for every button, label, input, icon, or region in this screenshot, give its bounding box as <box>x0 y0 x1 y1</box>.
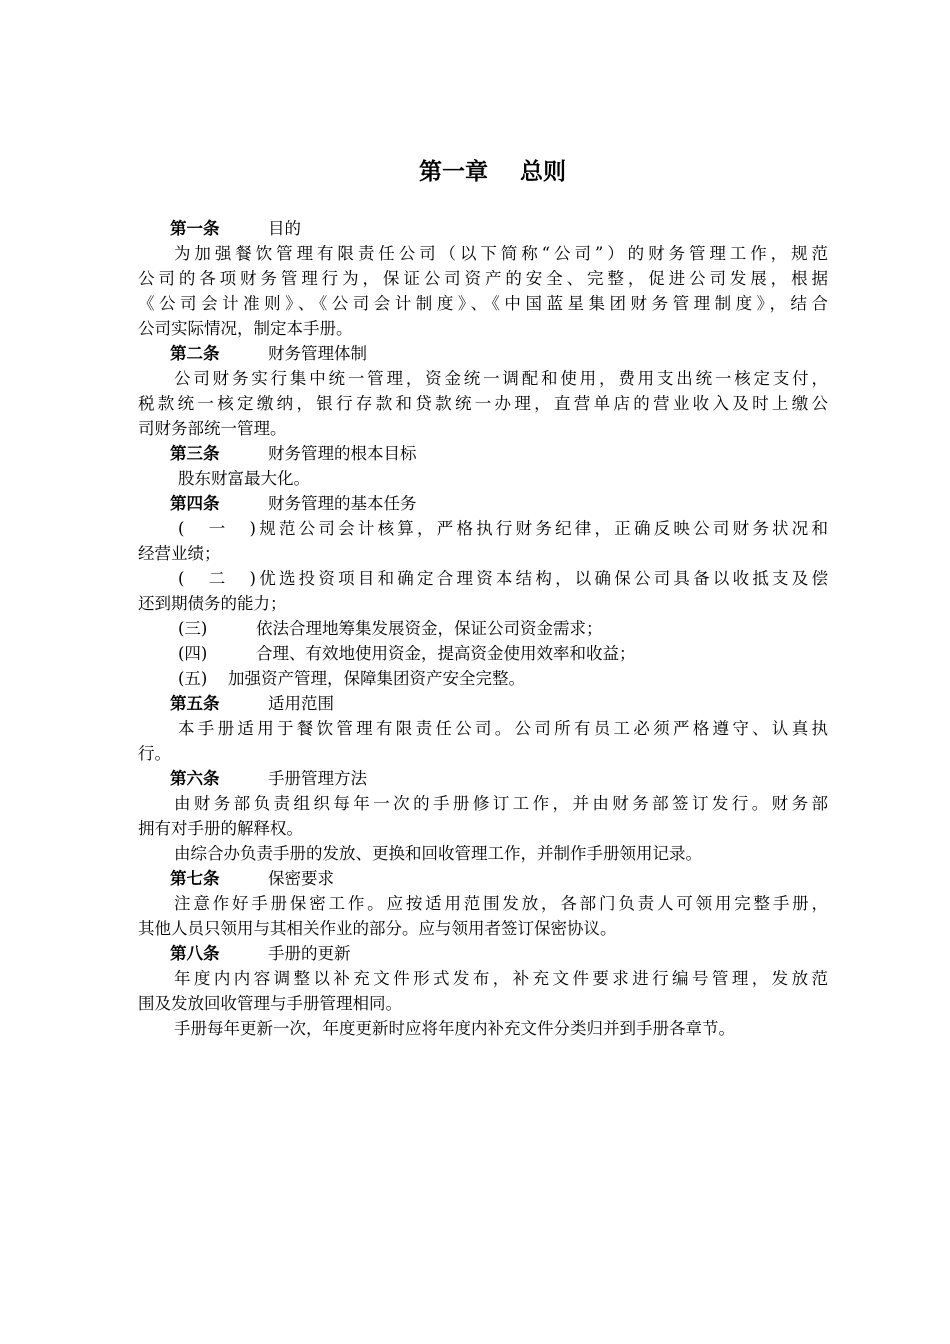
article-heading <box>138 691 828 716</box>
paragraph-line: 行。 <box>138 744 171 763</box>
list-item-text: 依法合理地筹集发展资金，保证公司资金需求； <box>256 619 603 638</box>
article-label: 第一条 <box>170 219 220 238</box>
list-item-number: (一) <box>178 519 256 538</box>
list-item-number: (四) <box>178 644 208 663</box>
article-heading <box>138 766 828 791</box>
paragraph-line: 注意作好手册保密工作。应按适用范围发放，各部门负责人可领用完整手册， <box>174 894 828 913</box>
list-item <box>138 666 828 691</box>
article-heading <box>138 941 828 966</box>
paragraph-line: 公司实际情况，制定本手册。 <box>138 319 353 338</box>
article-heading-text: 财务管理的根本目标 <box>268 444 417 463</box>
paragraph-line: 拥有对手册的解释权。 <box>138 819 303 838</box>
paragraph-line: 手册每年更新一次，年度更新时应将年度内补充文件分类归并到手册各章节。 <box>174 1019 735 1038</box>
paragraph-line: 由财务部负责组织每年一次的手册修订工作，并由财务部签订发行。财务部 <box>174 794 828 813</box>
article-label: 第七条 <box>170 869 220 888</box>
list-item-text: 规范公司会计核算，严格执行财务纪律，正确反映公司财务状况和 <box>256 519 828 538</box>
article-heading <box>138 491 828 516</box>
list-item <box>138 566 828 591</box>
list-item-number: (三) <box>178 619 208 638</box>
article-heading-text: 适用范围 <box>268 694 334 713</box>
article-heading-text: 手册管理方法 <box>268 769 367 788</box>
list-item <box>138 616 828 641</box>
article-heading <box>138 341 828 366</box>
list-item-text: 合理、有效地使用资金，提高资金使用效率和收益； <box>256 644 636 663</box>
paragraph-line: 年度内内容调整以补充文件形式发布，补充文件要求进行编号管理，发放范 <box>174 969 828 988</box>
article-heading <box>138 216 828 241</box>
paragraph-line: 由综合办负责手册的发放、更换和回收管理工作，并制作手册领用记录。 <box>174 844 702 863</box>
list-item-continuation: 还到期债务的能力； <box>138 594 287 613</box>
paragraph-line: 公司的各项财务管理行为，保证公司资产的安全、完整，促进公司发展，根据 <box>138 269 828 288</box>
paragraph-line: 税款统一核定缴纳，银行存款和贷款统一办理，直营单店的营业收入及时上缴公 <box>138 394 828 413</box>
chapter-title: 第一章 总则 <box>418 159 567 185</box>
paragraph-line: 本手册适用于餐饮管理有限责任公司。公司所有员工必须严格遵守、认真执 <box>178 719 828 738</box>
article-heading-text: 财务管理的基本任务 <box>268 494 417 513</box>
article-heading <box>138 441 828 466</box>
list-item-number: (五) <box>178 669 208 688</box>
article-label: 第四条 <box>170 494 220 513</box>
paragraph-line: 司财务部统一管理。 <box>138 419 287 438</box>
article-label: 第三条 <box>170 444 220 463</box>
article-label: 第二条 <box>170 344 220 363</box>
document-body <box>138 216 828 1041</box>
article-label: 第六条 <box>170 769 220 788</box>
article-heading-text: 目的 <box>268 219 301 238</box>
list-item-text: 加强资产管理，保障集团资产安全完整。 <box>228 669 525 688</box>
list-item-number: (二) <box>178 569 256 588</box>
list-item <box>138 516 828 541</box>
paragraph-line: 公司财务实行集中统一管理，资金统一调配和使用，费用支出统一核定支付， <box>174 369 828 388</box>
article-heading-text: 保密要求 <box>268 869 334 888</box>
paragraph-line: 股东财富最大化。 <box>178 469 310 488</box>
article-heading <box>138 866 828 891</box>
paragraph-line: 其他人员只领用与其相关作业的部分。应与领用者签订保密协议。 <box>138 919 617 938</box>
paragraph-line: 围及发放回收管理与手册管理相同。 <box>138 994 402 1013</box>
paragraph-line: 为加强餐饮管理有限责任公司（以下简称“公司”）的财务管理工作，规范 <box>174 244 828 263</box>
article-heading-text: 手册的更新 <box>268 944 351 963</box>
paragraph-line: 《公司会计准则》、《公司会计制度》、《中国蓝星集团财务管理制度》，结合 <box>138 294 828 313</box>
list-item-continuation: 经营业绩； <box>138 544 221 563</box>
article-label: 第五条 <box>170 694 220 713</box>
article-heading-text: 财务管理体制 <box>268 344 367 363</box>
article-label: 第八条 <box>170 944 220 963</box>
list-item-text: 优选投资项目和确定合理资本结构，以确保公司具备以收抵支及偿 <box>256 569 828 588</box>
list-item <box>138 641 828 666</box>
